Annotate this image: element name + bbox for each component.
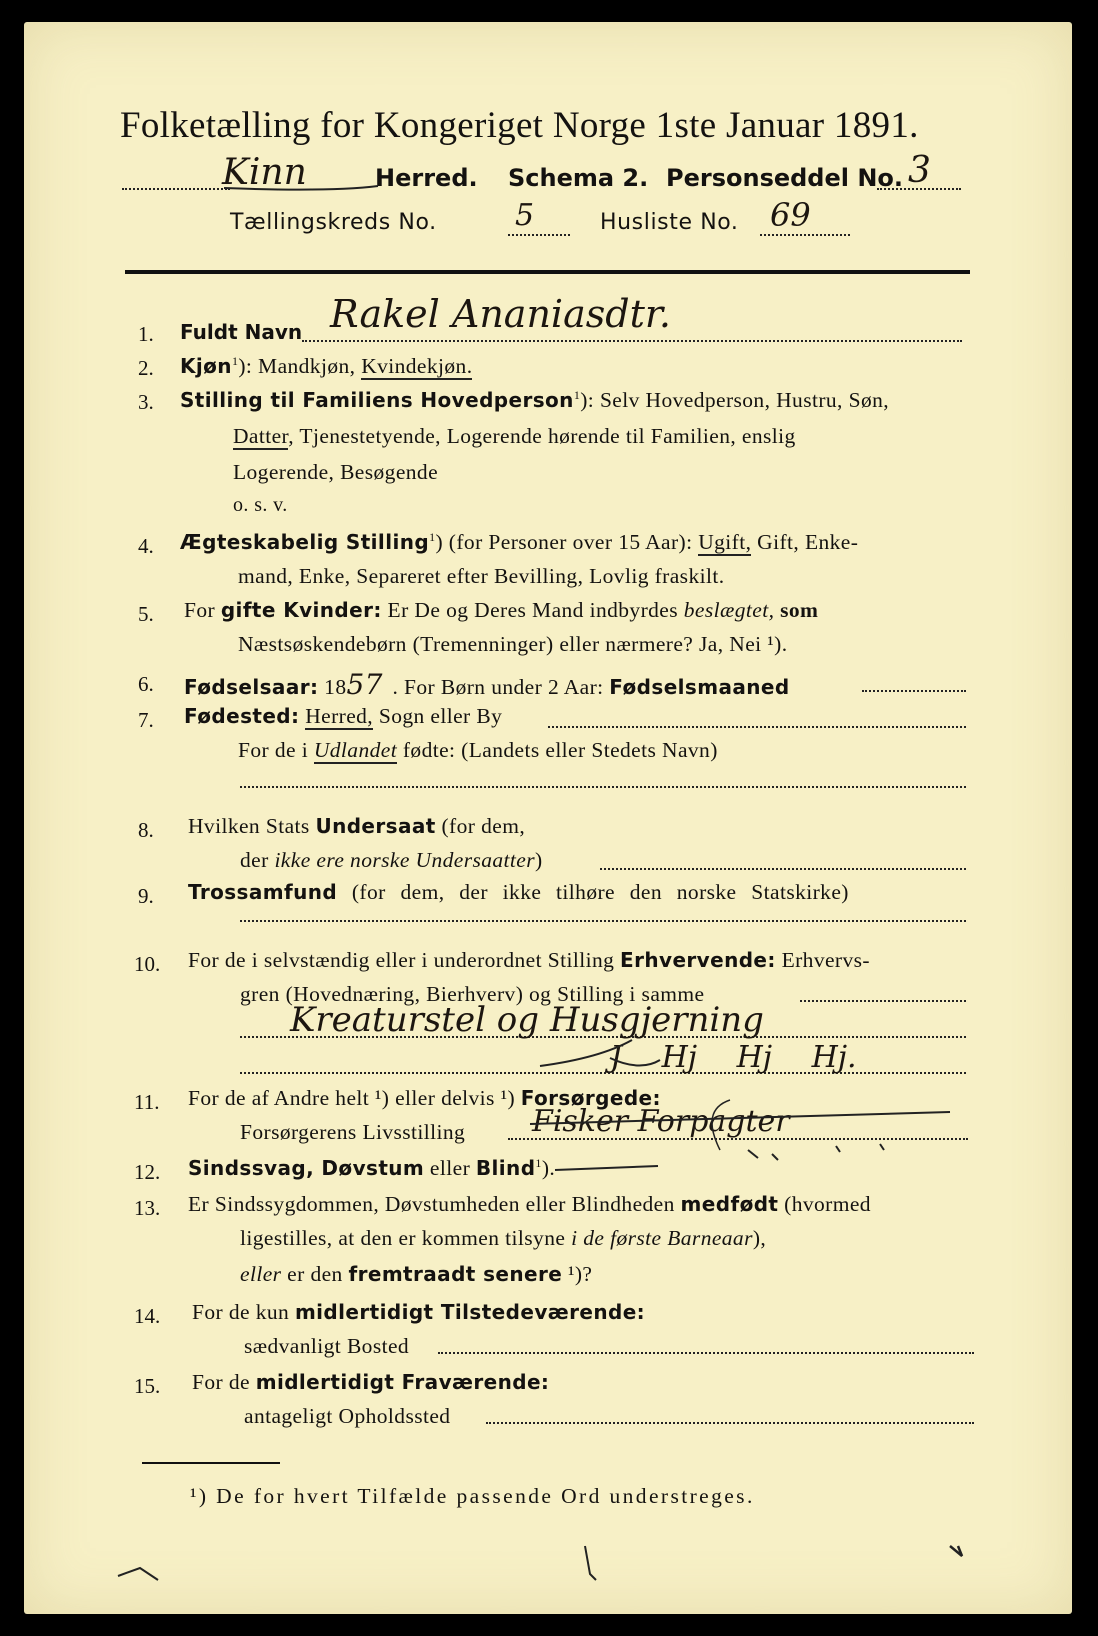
item-3-rest: ): Selv Hovedperson, Hustru, Søn,	[580, 388, 890, 413]
item-7-rest: Sogn eller By	[373, 704, 503, 728]
item-9-rest: (for dem, der ikke tilhøre den norske	[337, 880, 752, 904]
item-13-label: medfødt	[680, 1192, 779, 1216]
item-3-line2-rest: , Tjenestetyende, Logerende hørende til Familien, enslig	[288, 424, 796, 448]
item-13-line3a: er den	[281, 1262, 349, 1286]
item-12-rest: eller	[424, 1156, 476, 1181]
husliste-value: 69	[770, 196, 811, 234]
item-7-selected-herred: Herred,	[305, 704, 374, 728]
schema-label: Schema 2.	[508, 164, 649, 192]
item-13-number: 13.	[134, 1196, 161, 1220]
item-13-line2-italic: i de første Barneaar	[571, 1226, 753, 1250]
item-4-footnote-mark: 1	[429, 530, 436, 544]
erhverv-value: Kreaturstel og Husgjerning	[290, 1000, 764, 1040]
item-7-line2a: For de i	[238, 738, 314, 762]
item-10-pre: For de i selvstændig eller i underordnet Stilling	[188, 948, 621, 972]
item-15-pre: For de	[192, 1370, 256, 1394]
item-14-label: midlertidigt Tilstedeværende:	[294, 1300, 646, 1324]
item-2-footnote-mark: 1	[231, 354, 239, 368]
item-13-line2a: ligestilles, at den er kommen tilsyne	[240, 1226, 572, 1250]
item-1-number: 1.	[138, 322, 154, 346]
item-12-label: Sindssvag, Døvstum	[188, 1156, 425, 1181]
item-12-footnote-mark: 1	[535, 1156, 542, 1170]
forsorger-value: Fisker Forpagter	[532, 1104, 790, 1139]
item-7-label: Fødested:	[184, 704, 300, 728]
item-2-label: Kjøn	[180, 354, 232, 379]
item-12-number: 12.	[134, 1160, 161, 1184]
footnote-text: ¹) De for hvert Tilfælde passende Ord understreges.	[190, 1484, 755, 1508]
item-5-rest2: som	[774, 598, 819, 622]
item-6-label2: Fødselsmaaned	[609, 675, 790, 699]
item-6-rest: 18	[318, 675, 347, 699]
personseddel-value: 3	[908, 150, 931, 191]
item-13-line3-bold: fremtraadt senere	[348, 1262, 563, 1286]
item-5-pre: For	[184, 598, 221, 622]
item-3-line4: o. s. v.	[233, 494, 288, 516]
erhverv-annotation: J Hj Hj Hj.	[610, 1040, 857, 1075]
item-8-label: Undersaat	[315, 814, 436, 838]
item-11-pre: For de af Andre helt ¹) eller delvis ¹)	[188, 1086, 521, 1110]
item-2-rest: ): Mandkjøn,	[238, 354, 362, 379]
item-10-number: 10.	[134, 952, 161, 976]
item-9-number: 9.	[138, 884, 154, 908]
fuldt-navn-value: Rakel Ananiasdtr.	[330, 292, 671, 336]
item-6-number: 6.	[138, 672, 154, 696]
item-4-label: Ægteskabelig Stilling	[180, 530, 430, 555]
item-15-label: midlertidigt Fraværende:	[255, 1370, 550, 1394]
item-6-rest2: . For Børn under 2 Aar:	[392, 675, 610, 699]
item-3-label: Stilling til Familiens Hovedperson	[180, 388, 574, 413]
item-13-pre: Er Sindssygdommen, Døvstumheden eller Blindheden	[188, 1192, 681, 1216]
item-15-number: 15.	[134, 1374, 161, 1398]
item-6-label: Fødselsaar:	[184, 675, 319, 699]
personseddel-label: Personseddel No.	[666, 164, 904, 192]
item-15-line2: antageligt Opholdssted	[244, 1404, 451, 1428]
item-12-label2: Blind	[475, 1156, 536, 1181]
item-14-number: 14.	[134, 1304, 161, 1328]
item-8-line2-italic: ikke ere norske Undersaatter	[274, 848, 535, 872]
item-11-label: Forsørgede:	[520, 1086, 661, 1110]
item-5-label: gifte Kvinder:	[220, 598, 382, 622]
item-7-number: 7.	[138, 708, 154, 732]
item-5-number: 5.	[138, 602, 154, 626]
item-4-rest: ) (for Personer over 15 Aar):	[435, 530, 699, 555]
item-11-line2: Forsørgerens Livsstilling	[240, 1120, 466, 1144]
item-8-line2a: der	[240, 848, 275, 872]
kreds-value: 5	[515, 198, 535, 233]
item-3-number: 3.	[138, 390, 154, 414]
item-3-footnote-mark: 1	[573, 388, 581, 402]
item-1-label: Fuldt Navn	[180, 320, 303, 344]
item-7-line2b: fødte: (Landets eller Stedets Navn)	[397, 738, 718, 762]
item-4-rest2: Gift, Enke-	[751, 530, 859, 555]
item-4-number: 4.	[138, 534, 154, 558]
husliste-label: Husliste No.	[600, 210, 739, 235]
item-2-selected-kvindekjon: Kvindekjøn.	[361, 354, 473, 379]
item-9-label2: Statskirke)	[751, 880, 849, 904]
item-11-number: 11.	[134, 1090, 160, 1114]
herred-label: Herred.	[375, 164, 478, 192]
item-13-line2b: ),	[752, 1226, 767, 1250]
item-12-rest2: ).	[541, 1156, 556, 1181]
item-13-line3-italic: eller	[240, 1262, 282, 1286]
item-4-line2: mand, Enke, Separeret efter Bevilling, Lovlig fraskilt.	[238, 564, 725, 588]
form-title: Folketælling for Kongeriget Norge 1ste Januar 1891.	[120, 105, 919, 146]
item-9-label: Trossamfund	[188, 880, 338, 904]
item-2-number: 2.	[138, 356, 154, 380]
fodselsaar-value: 57	[346, 668, 383, 701]
item-10-line2: gren (Hovednæring, Bierhverv) og Stilling i samme	[240, 982, 705, 1006]
item-13-line3c: ¹)?	[562, 1262, 593, 1286]
item-3-selected-datter: Datter	[233, 424, 289, 448]
item-3-line3: Logerende, Besøgende	[233, 460, 439, 484]
item-10-rest: Erhvervs-	[775, 948, 870, 972]
item-7-line2-italic: Udlandet	[313, 738, 398, 762]
item-5-line2: Næstsøskendebørn (Tremenninger) eller nærmere? Ja, Nei ¹).	[238, 632, 788, 656]
herred-value: Kinn	[222, 152, 307, 193]
item-14-line2: sædvanligt Bosted	[244, 1334, 410, 1358]
item-8-number: 8.	[138, 818, 154, 842]
item-5-rest: Er De og Deres Mand indbyrdes	[381, 598, 684, 622]
item-10-label: Erhvervende:	[620, 948, 776, 972]
kreds-label: Tællingskreds No.	[230, 210, 437, 235]
item-4-selected-ugift: Ugift,	[698, 530, 752, 555]
item-8-line2b: )	[535, 848, 543, 872]
item-8-rest: (for dem,	[435, 814, 526, 838]
item-14-pre: For de kun	[192, 1300, 295, 1324]
item-8-pre: Hvilken Stats	[188, 814, 316, 838]
item-5-italic: beslægtet,	[683, 598, 775, 622]
item-13-rest: (hvormed	[778, 1192, 871, 1216]
